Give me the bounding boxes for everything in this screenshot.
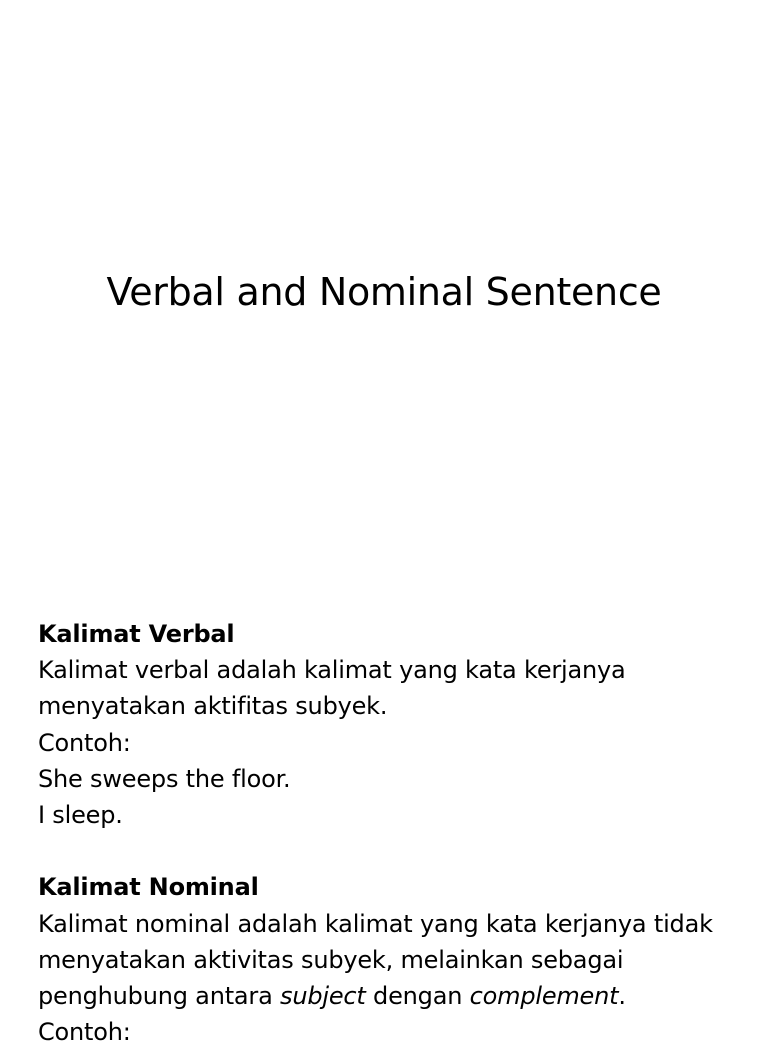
slide-body [38, 616, 748, 1050]
nominal-example-label: Contoh: [38, 1018, 131, 1047]
verbal-definition-line-2: menyatakan aktifitas subyek. [38, 692, 388, 721]
nominal-definition-line-1: Kalimat nominal adalah kalimat yang kata kerjanya tidak [38, 909, 713, 938]
verbal-example-1: She sweeps the floor. [38, 764, 291, 793]
nominal-subject-term: subject [280, 982, 366, 1011]
verbal-example-label: Contoh: [38, 728, 131, 757]
nominal-line3-start: penghubung antara [38, 982, 281, 1011]
nominal-heading: Kalimat Nominal [38, 873, 259, 902]
verbal-definition-line-1: Kalimat verbal adalah kalimat yang kata kerjanya [38, 656, 626, 685]
verbal-example-2: I sleep. [38, 801, 123, 830]
nominal-definition-line-3 [38, 978, 748, 1014]
verbal-heading: Kalimat Verbal [38, 620, 235, 648]
blank-line [38, 833, 748, 869]
nominal-complement-term: complement [469, 982, 619, 1011]
slide-title: Verbal and Nominal Sentence [106, 270, 662, 314]
nominal-definition-line-2: menyatakan aktivitas subyek, melainkan sebagai [38, 945, 624, 974]
nominal-line3-end: . [618, 982, 626, 1011]
nominal-line3-middle: dengan [365, 982, 470, 1011]
